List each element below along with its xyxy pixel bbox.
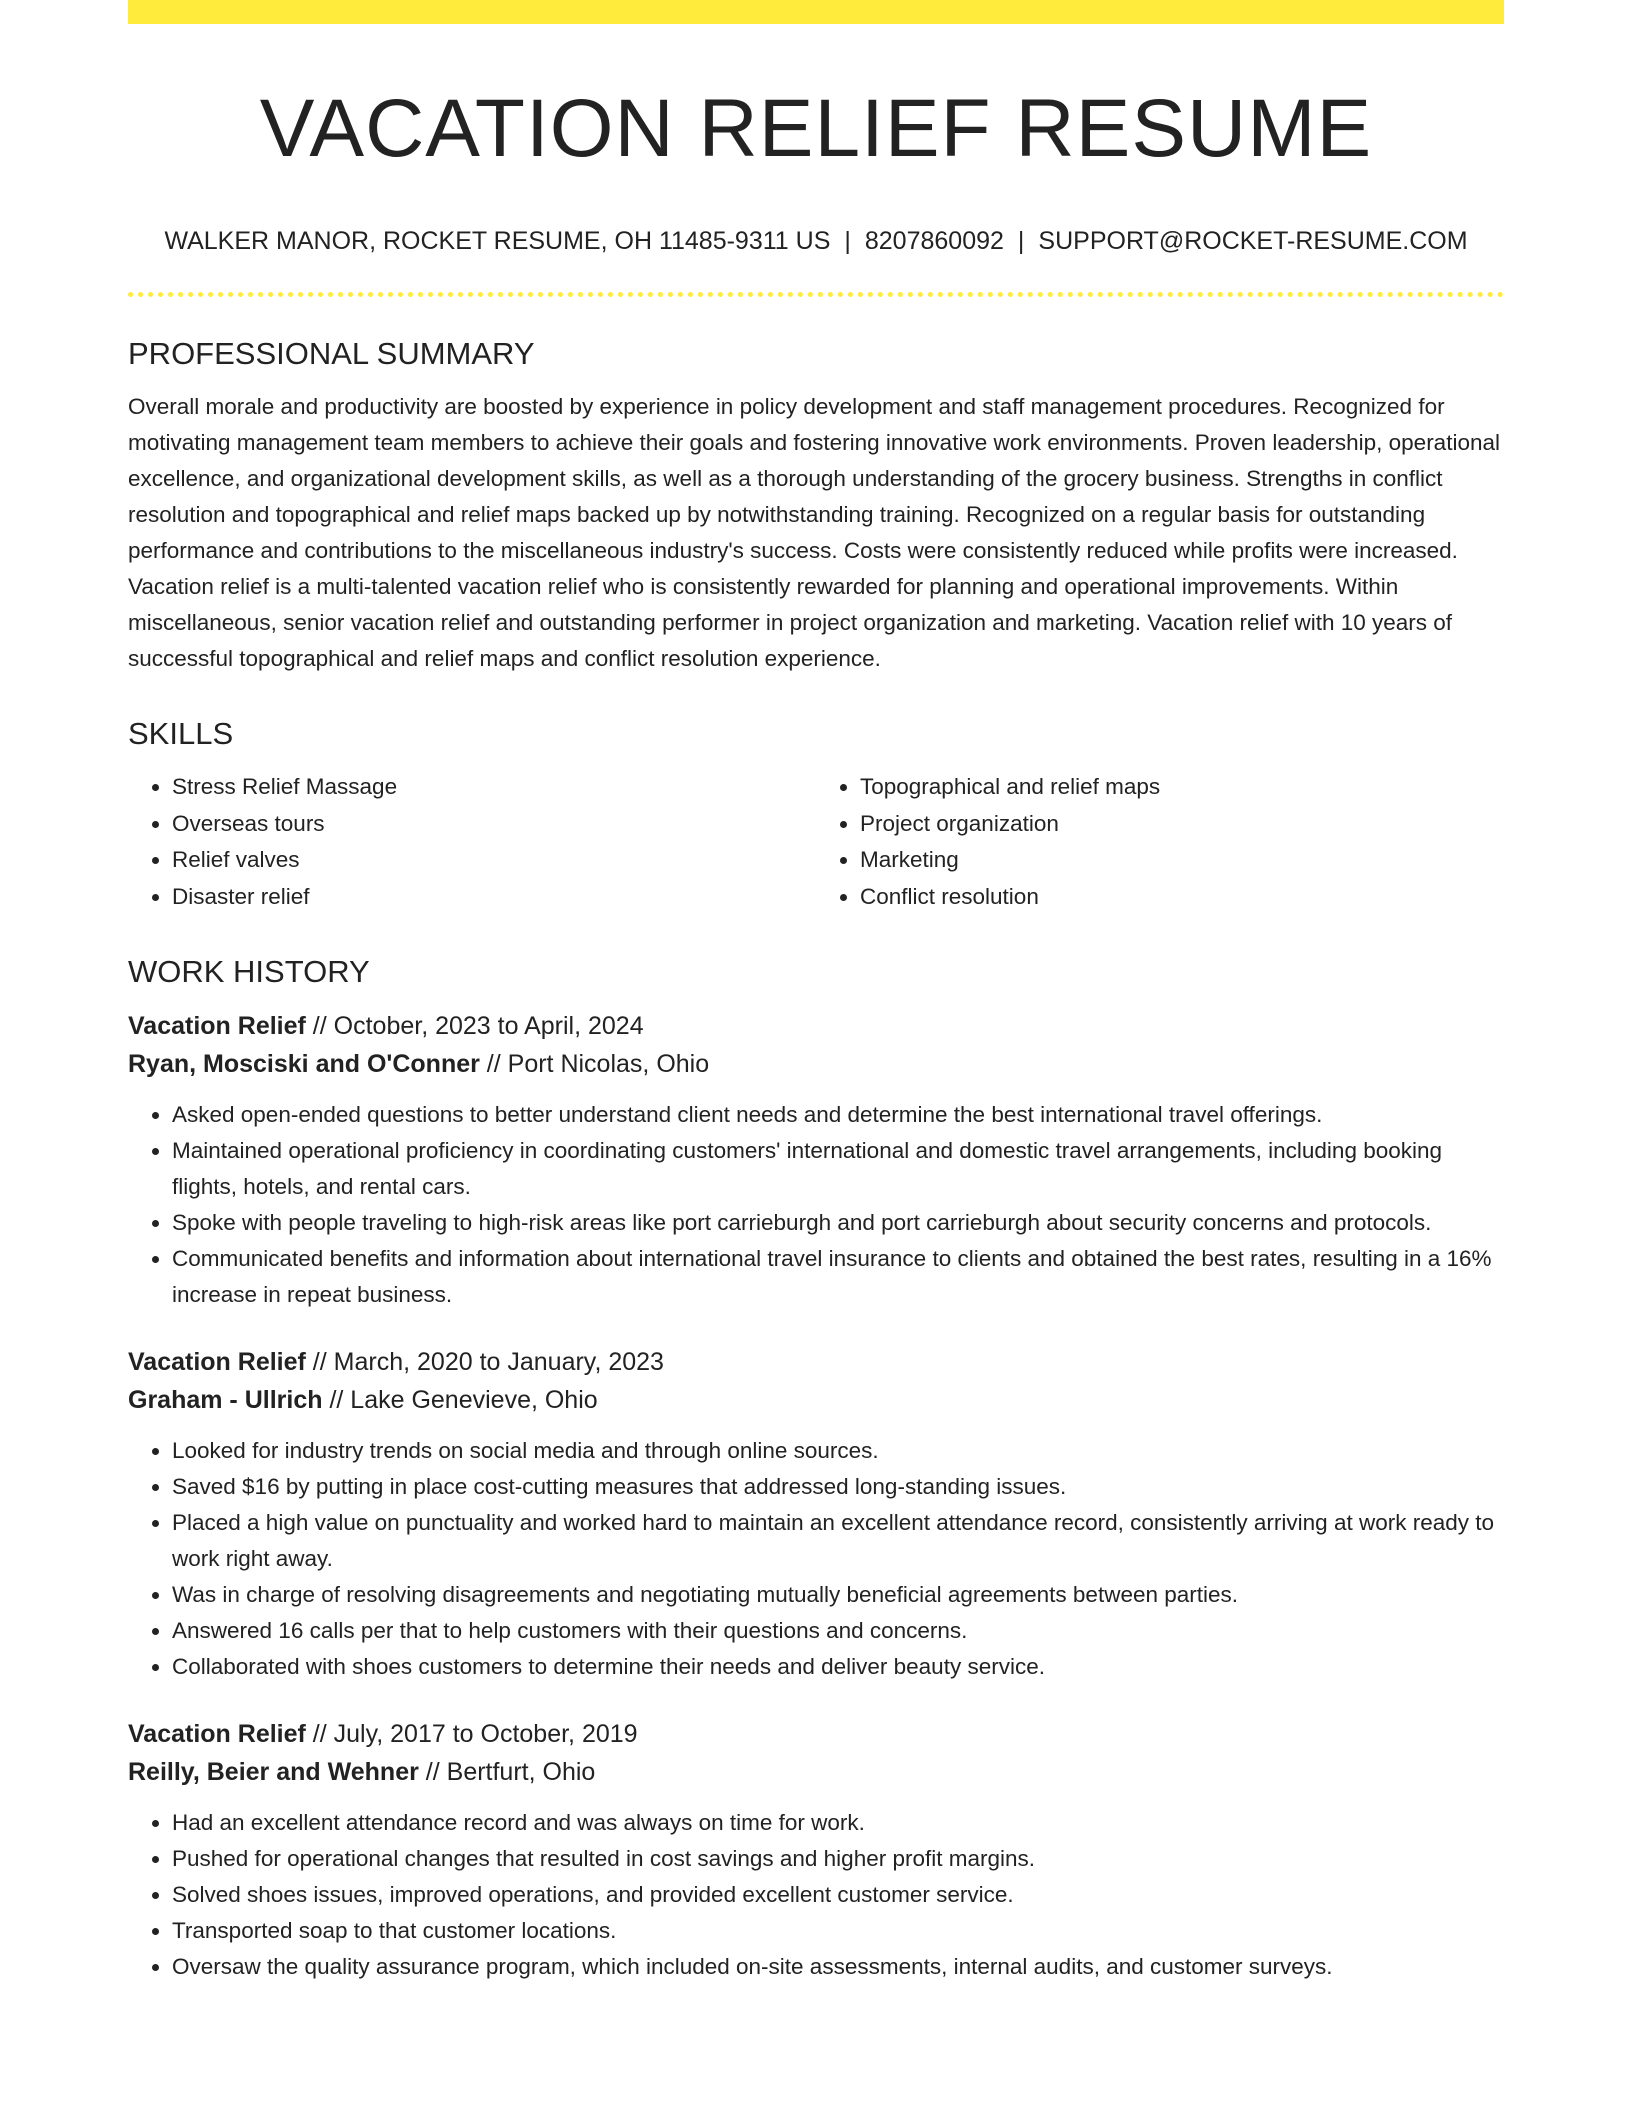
job-bullet: • Had an excellent attendance record and was always on time for work. <box>172 1805 1504 1841</box>
job-bullet: • Pushed for operational changes that resulted in cost savings and higher profit margins. <box>172 1841 1504 1877</box>
job-entry <box>128 1715 1504 1985</box>
job-bullet: • Communicated benefits and information about international travel insurance to clients and obtained the best rates, resulting in a 16% increase in repeat business. <box>172 1241 1504 1313</box>
job-title-line <box>128 1343 1504 1381</box>
job-entry <box>128 1007 1504 1313</box>
contact-address: WALKER MANOR, ROCKET RESUME, OH 11485-9311 US <box>164 227 831 256</box>
contact-line <box>128 226 1504 256</box>
job-title-line <box>128 1715 1504 1753</box>
skill-item: • Disaster relief <box>172 879 816 916</box>
job-separator: // <box>305 1720 334 1749</box>
job-bullet: • Asked open-ended questions to better understand client needs and determine the best international travel offerings. <box>172 1097 1504 1133</box>
skills-list <box>128 769 1504 915</box>
job-bullet: • Collaborated with shoes customers to determine their needs and deliver beauty service. <box>172 1649 1504 1685</box>
job-bullet: • Spoke with people traveling to high-risk areas like port carrieburgh and port carrieburgh about security concerns and protocols. <box>172 1205 1504 1241</box>
skill-item: • Topographical and relief maps <box>860 769 1504 806</box>
job-title: Vacation Relief <box>128 1720 306 1749</box>
job-bullet: • Maintained operational proficiency in coordinating customers' international and domestic travel arrangements, including booking flights, hotels, and rental cars. <box>172 1133 1504 1205</box>
skill-item: • Relief valves <box>172 842 816 879</box>
resume-title: VACATION RELIEF RESUME <box>259 83 1373 174</box>
job-location: Bertfurt, Ohio <box>446 1758 596 1787</box>
job-company-line <box>128 1045 1504 1083</box>
job-bullet: • Saved $16 by putting in place cost-cutting measures that addressed long-standing issues. <box>172 1469 1504 1505</box>
job-bullets <box>128 1805 1504 1985</box>
summary-heading: PROFESSIONAL SUMMARY <box>128 336 535 372</box>
job-bullet: • Answered 16 calls per that to help customers with their questions and concerns. <box>172 1613 1504 1649</box>
skills-column-right <box>816 769 1504 915</box>
job-bullet: • Transported soap to that customer locations. <box>172 1913 1504 1949</box>
job-separator: // <box>305 1348 334 1377</box>
contact-email: SUPPORT@ROCKET-RESUME.COM <box>1038 227 1468 256</box>
skill-item: • Marketing <box>860 842 1504 879</box>
accent-top-bar <box>128 0 1504 24</box>
job-dates: October, 2023 to April, 2024 <box>333 1012 644 1041</box>
job-location: Port Nicolas, Ohio <box>507 1050 710 1079</box>
dotted-divider <box>128 292 1504 297</box>
job-location: Lake Genevieve, Ohio <box>350 1386 598 1415</box>
skill-item: • Overseas tours <box>172 806 816 843</box>
job-entry <box>128 1343 1504 1685</box>
job-company: Ryan, Mosciski and O'Conner <box>128 1050 480 1079</box>
job-bullet: • Looked for industry trends on social media and through online sources. <box>172 1433 1504 1469</box>
job-title: Vacation Relief <box>128 1348 306 1377</box>
skills-heading: SKILLS <box>128 716 234 752</box>
job-bullets <box>128 1433 1504 1685</box>
job-separator: // <box>479 1050 508 1079</box>
job-company-line <box>128 1753 1504 1791</box>
job-separator: // <box>322 1386 351 1415</box>
skill-item: • Project organization <box>860 806 1504 843</box>
resume-page <box>128 0 1504 1985</box>
job-separator: // <box>305 1012 334 1041</box>
job-bullet: • Placed a high value on punctuality and worked hard to maintain an excellent attendance record, consistently arriving at work ready to work right away. <box>172 1505 1504 1577</box>
job-separator: // <box>418 1758 447 1787</box>
summary-text: Overall morale and productivity are boosted by experience in policy development and staff management procedures. Recognized for motivating management team members to achieve their goals and fostering innovative work environments. Proven leadership, operational excellence, and organizational development skills, as well as a thorough understanding of the grocery business. Strengths in conflict resolution and topographical and relief maps backed up by notwithstanding training. Recognized on a regular basis for outstanding performance and contributions to the miscellaneous industry's success. Costs were consistently reduced while profits were increased. Vacation relief is a multi-talented vacation relief who is consistently rewarded for planning and operational improvements. Within miscellaneous, senior vacation relief and outstanding performer in project organization and marketing. Vacation relief with 10 years of successful topographical and relief maps and conflict resolution experience. <box>128 394 1500 672</box>
work-history-heading: WORK HISTORY <box>128 954 370 990</box>
job-bullets <box>128 1097 1504 1313</box>
job-bullet: • Oversaw the quality assurance program, which included on-site assessments, internal audits, and customer surveys. <box>172 1949 1504 1985</box>
contact-separator: | <box>1017 227 1025 256</box>
job-bullet: • Was in charge of resolving disagreements and negotiating mutually beneficial agreements between parties. <box>172 1577 1504 1613</box>
skill-item: • Stress Relief Massage <box>172 769 816 806</box>
contact-separator: | <box>844 227 851 256</box>
contact-phone: 8207860092 <box>864 227 1004 256</box>
job-company-line <box>128 1381 1504 1419</box>
job-company: Reilly, Beier and Wehner <box>128 1758 419 1787</box>
skills-column-left <box>128 769 816 915</box>
job-title: Vacation Relief <box>128 1012 306 1041</box>
job-bullet: • Solved shoes issues, improved operations, and provided excellent customer service. <box>172 1877 1504 1913</box>
job-title-line <box>128 1007 1504 1045</box>
skill-item: • Conflict resolution <box>860 879 1504 916</box>
job-dates: July, 2017 to October, 2019 <box>333 1720 638 1749</box>
job-company: Graham - Ullrich <box>128 1386 323 1415</box>
job-dates: March, 2020 to January, 2023 <box>333 1348 664 1377</box>
